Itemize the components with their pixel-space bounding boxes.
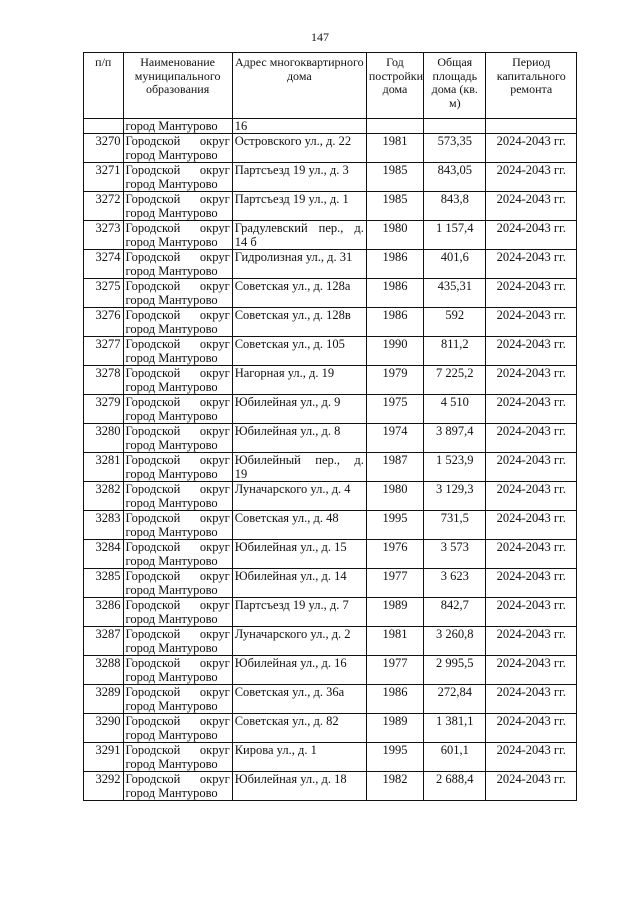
municipality-line-2: город Мантурово: [125, 525, 218, 539]
municipality-line-1: Городской округ: [125, 250, 230, 264]
municipality-line-1: Городской округ: [125, 627, 230, 641]
cell-period: 2024-2043 гг.: [486, 627, 577, 656]
cell-year: 1986: [366, 308, 423, 337]
cell-year: 1985: [366, 192, 423, 221]
cell-year: 1990: [366, 337, 423, 366]
table-row: [84, 598, 577, 627]
cell-num: 3290: [84, 714, 124, 743]
cell-area: 2 995,5: [424, 656, 486, 685]
cell-num: 3273: [84, 221, 124, 250]
address-line-1: Юбилейная ул., д. 15: [234, 540, 347, 554]
municipality-line-1: Городской округ: [125, 308, 230, 322]
cell-municipality: [123, 482, 232, 511]
cell-area: 3 573: [424, 540, 486, 569]
cell-area: [424, 119, 486, 134]
address-line-1: Островского ул., д. 22: [234, 134, 352, 148]
municipality-line-1: Городской округ: [125, 569, 230, 583]
cell-year: 1989: [366, 714, 423, 743]
municipality-line-1: Городской округ: [125, 337, 230, 351]
municipality-line-1: Городской округ: [125, 221, 230, 235]
cell-period: 2024-2043 гг.: [486, 714, 577, 743]
cell-period: 2024-2043 гг.: [486, 743, 577, 772]
address-line-1: Градулевский пер., д.: [234, 221, 364, 235]
address-line-2: 19: [234, 467, 248, 481]
cell-area: 731,5: [424, 511, 486, 540]
municipality-line-2: город Мантурово: [125, 786, 218, 800]
municipality-line-2: город Мантурово: [125, 757, 218, 771]
address-line-1: Юбилейная ул., д. 9: [234, 395, 341, 409]
municipality-line-1: Городской округ: [125, 511, 230, 525]
municipality-line-2: город Мантурово: [125, 670, 218, 684]
cell-year: 1986: [366, 279, 423, 308]
cell-address: [232, 482, 366, 511]
cell-municipality: город Мантурово: [123, 119, 232, 134]
page-number: 147: [311, 30, 329, 44]
table-row: [84, 366, 577, 395]
cell-address: [232, 308, 366, 337]
cell-year: 1977: [366, 569, 423, 598]
address-line-1: Юбилейная ул., д. 16: [234, 656, 347, 670]
cell-year: 1981: [366, 627, 423, 656]
cell-address: [232, 714, 366, 743]
cell-num: 3287: [84, 627, 124, 656]
header-municipality: Наименование муниципального образования: [123, 53, 232, 119]
cell-year: 1995: [366, 511, 423, 540]
cell-area: 3 897,4: [424, 424, 486, 453]
municipality-line-1: Городской округ: [125, 656, 230, 670]
cell-num: 3281: [84, 453, 124, 482]
cell-num: 3289: [84, 685, 124, 714]
cell-address: [232, 569, 366, 598]
cell-area: 842,7: [424, 598, 486, 627]
cell-address: [232, 221, 366, 250]
municipality-line-1: Городской округ: [125, 743, 230, 757]
table-row: [84, 482, 577, 511]
cell-period: 2024-2043 гг.: [486, 424, 577, 453]
municipality-line-2: город Мантурово: [125, 699, 218, 713]
cell-municipality: [123, 540, 232, 569]
header-num: п/п: [84, 53, 124, 119]
municipality-line-1: Городской округ: [125, 453, 230, 467]
cell-area: 272,84: [424, 685, 486, 714]
header-period: Период капитального ремонта: [486, 53, 577, 119]
cell-address: [232, 772, 366, 801]
cell-area: 1 523,9: [424, 453, 486, 482]
cell-municipality: [123, 192, 232, 221]
cell-area: 4 510: [424, 395, 486, 424]
municipality-line-2: город Мантурово: [125, 409, 218, 423]
table-row: [84, 163, 577, 192]
cell-period: 2024-2043 гг.: [486, 337, 577, 366]
cell-num: 3271: [84, 163, 124, 192]
cell-period: 2024-2043 гг.: [486, 221, 577, 250]
cell-address: [232, 743, 366, 772]
cell-period: 2024-2043 гг.: [486, 192, 577, 221]
cell-year: 1980: [366, 482, 423, 511]
cell-year: 1986: [366, 250, 423, 279]
cell-num: 3285: [84, 569, 124, 598]
cell-municipality: [123, 569, 232, 598]
address-line-1: Юбилейная ул., д. 18: [234, 772, 347, 786]
table-row: [84, 772, 577, 801]
cell-municipality: [123, 598, 232, 627]
cell-address: 16: [232, 119, 366, 134]
cell-municipality: [123, 743, 232, 772]
cell-num: 3292: [84, 772, 124, 801]
municipality-line-2: город Мантурово: [125, 206, 218, 220]
cell-num: 3276: [84, 308, 124, 337]
cell-year: 1982: [366, 772, 423, 801]
cell-municipality: [123, 221, 232, 250]
cell-address: [232, 511, 366, 540]
cell-area: 401,6: [424, 250, 486, 279]
table-header: [84, 53, 577, 119]
cell-address: [232, 598, 366, 627]
cell-num: 3286: [84, 598, 124, 627]
table-row: [84, 279, 577, 308]
municipality-line-1: Городской округ: [125, 279, 230, 293]
municipality-line-1: Городской округ: [125, 134, 230, 148]
table-row: [84, 656, 577, 685]
cell-address: [232, 453, 366, 482]
cell-period: 2024-2043 гг.: [486, 772, 577, 801]
cell-municipality: [123, 772, 232, 801]
cell-area: 435,31: [424, 279, 486, 308]
cell-period: 2024-2043 гг.: [486, 453, 577, 482]
cell-area: 2 688,4: [424, 772, 486, 801]
cell-num: [84, 119, 124, 134]
address-line-1: Советская ул., д. 128в: [234, 308, 351, 322]
cell-period: 2024-2043 гг.: [486, 656, 577, 685]
cell-num: 3270: [84, 134, 124, 163]
cell-municipality: [123, 424, 232, 453]
address-line-1: Советская ул., д. 36а: [234, 685, 345, 699]
cell-period: 2024-2043 гг.: [486, 511, 577, 540]
cell-area: 3 129,3: [424, 482, 486, 511]
municipality-line-2: город Мантурово: [125, 728, 218, 742]
municipality-line-2: город Мантурово: [125, 322, 218, 336]
municipality-line-1: Городской округ: [125, 192, 230, 206]
cell-address: [232, 540, 366, 569]
cell-municipality: [123, 134, 232, 163]
table-row: [84, 250, 577, 279]
municipality-line-1: Городской округ: [125, 685, 230, 699]
municipality-line-2: город Мантурово: [125, 438, 218, 452]
municipality-line-2: город Мантурово: [125, 554, 218, 568]
municipality-line-1: Городской округ: [125, 395, 230, 409]
address-line-1: Кирова ул., д. 1: [234, 743, 317, 757]
table-row: [84, 221, 577, 250]
municipality-line-2: город Мантурово: [125, 583, 218, 597]
cell-area: 1 381,1: [424, 714, 486, 743]
cell-year: 1976: [366, 540, 423, 569]
cell-municipality: [123, 279, 232, 308]
table-row: [84, 743, 577, 772]
table-row: [84, 134, 577, 163]
cell-period: 2024-2043 гг.: [486, 569, 577, 598]
cell-num: 3279: [84, 395, 124, 424]
table-row: [84, 395, 577, 424]
municipality-line-2: город Мантурово: [125, 264, 218, 278]
cell-year: 1989: [366, 598, 423, 627]
header-area: Общая площадь дома (кв. м): [424, 53, 486, 119]
cell-num: 3291: [84, 743, 124, 772]
cell-year: 1981: [366, 134, 423, 163]
address-line-1: Юбилейный пер., д.: [234, 453, 364, 467]
cell-period: 2024-2043 гг.: [486, 134, 577, 163]
municipality-line-1: Городской округ: [125, 714, 230, 728]
table-row: [84, 714, 577, 743]
municipality-line-1: Городской округ: [125, 482, 230, 496]
cell-address: [232, 424, 366, 453]
cell-num: 3283: [84, 511, 124, 540]
cell-municipality: [123, 656, 232, 685]
cell-area: 843,8: [424, 192, 486, 221]
cell-municipality: [123, 337, 232, 366]
cell-address: [232, 627, 366, 656]
address-line-1: Советская ул., д. 82: [234, 714, 339, 728]
address-line-1: Гидролизная ул., д. 31: [234, 250, 353, 264]
cell-period: 2024-2043 гг.: [486, 366, 577, 395]
municipality-line-2: город Мантурово: [125, 641, 218, 655]
table-row: [84, 627, 577, 656]
municipality-line-1: Городской округ: [125, 540, 230, 554]
cell-year: [366, 119, 423, 134]
municipality-line-2: город Мантурово: [125, 235, 218, 249]
cell-period: 2024-2043 гг.: [486, 308, 577, 337]
address-line-1: Юбилейная ул., д. 8: [234, 424, 341, 438]
cell-municipality: [123, 308, 232, 337]
header-year: Год постройки дома: [366, 53, 423, 119]
cell-period: 2024-2043 гг.: [486, 598, 577, 627]
cell-year: 1975: [366, 395, 423, 424]
address-line-1: Партсъезд 19 ул., д. 3: [234, 163, 349, 177]
cell-period: 2024-2043 гг.: [486, 395, 577, 424]
cell-municipality: [123, 511, 232, 540]
address-line-1: Советская ул., д. 105: [234, 337, 345, 351]
cell-area: 601,1: [424, 743, 486, 772]
cell-period: 2024-2043 гг.: [486, 163, 577, 192]
table-row: [84, 685, 577, 714]
cell-municipality: [123, 627, 232, 656]
cell-year: 1980: [366, 221, 423, 250]
cell-year: 1985: [366, 163, 423, 192]
cell-num: 3278: [84, 366, 124, 395]
cell-address: [232, 366, 366, 395]
cell-period: 2024-2043 гг.: [486, 279, 577, 308]
table-row: [84, 337, 577, 366]
cell-year: 1995: [366, 743, 423, 772]
housing-registry-table: [83, 52, 577, 801]
cell-num: 3284: [84, 540, 124, 569]
cell-municipality: [123, 395, 232, 424]
table-row: [84, 192, 577, 221]
municipality-line-1: Городской округ: [125, 424, 230, 438]
cell-municipality: [123, 685, 232, 714]
address-line-1: Советская ул., д. 128а: [234, 279, 351, 293]
cell-municipality: [123, 453, 232, 482]
municipality-line-1: Городской округ: [125, 163, 230, 177]
municipality-line-2: город Мантурово: [125, 496, 218, 510]
cell-period: 2024-2043 гг.: [486, 540, 577, 569]
table-row: [84, 424, 577, 453]
cell-year: 1977: [366, 656, 423, 685]
address-line-1: Партсъезд 19 ул., д. 7: [234, 598, 349, 612]
cell-year: 1986: [366, 685, 423, 714]
address-line-1: Луначарского ул., д. 4: [234, 482, 351, 496]
cell-num: 3280: [84, 424, 124, 453]
cell-period: 2024-2043 гг.: [486, 482, 577, 511]
cell-address: [232, 250, 366, 279]
address-line-1: Юбилейная ул., д. 14: [234, 569, 347, 583]
address-line-1: Советская ул., д. 48: [234, 511, 339, 525]
cell-area: 3 623: [424, 569, 486, 598]
cell-address: [232, 685, 366, 714]
cell-address: [232, 656, 366, 685]
address-line-1: Нагорная ул., д. 19: [234, 366, 335, 380]
municipality-line-2: город Мантурово: [125, 612, 218, 626]
table-row: [84, 540, 577, 569]
cell-municipality: [123, 714, 232, 743]
cell-area: 573,35: [424, 134, 486, 163]
municipality-line-2: город Мантурово: [125, 293, 218, 307]
cell-period: [486, 119, 577, 134]
cell-num: 3277: [84, 337, 124, 366]
cell-num: 3275: [84, 279, 124, 308]
cell-municipality: [123, 366, 232, 395]
cell-num: 3288: [84, 656, 124, 685]
table-row: [84, 308, 577, 337]
cell-address: [232, 192, 366, 221]
municipality-line-2: город Мантурово: [125, 177, 218, 191]
cell-address: [232, 279, 366, 308]
cell-num: 3272: [84, 192, 124, 221]
header-address: Адрес многоквартирного дома: [232, 53, 366, 119]
cell-year: 1987: [366, 453, 423, 482]
cell-area: 3 260,8: [424, 627, 486, 656]
cell-num: 3274: [84, 250, 124, 279]
table-body: [84, 119, 577, 801]
municipality-line-1: Городской округ: [125, 598, 230, 612]
table-row: [84, 569, 577, 598]
cell-area: 843,05: [424, 163, 486, 192]
continuation-row: [84, 119, 577, 134]
cell-address: [232, 163, 366, 192]
cell-area: 7 225,2: [424, 366, 486, 395]
municipality-line-2: город Мантурово: [125, 380, 218, 394]
address-line-1: Партсъезд 19 ул., д. 1: [234, 192, 349, 206]
cell-municipality: [123, 250, 232, 279]
municipality-line-1: Городской округ: [125, 366, 230, 380]
cell-address: [232, 395, 366, 424]
municipality-line-2: город Мантурово: [125, 351, 218, 365]
address-line-2: 14 б: [234, 235, 257, 249]
cell-period: 2024-2043 гг.: [486, 685, 577, 714]
address-line-1: Луначарского ул., д. 2: [234, 627, 351, 641]
cell-address: [232, 134, 366, 163]
cell-area: 811,2: [424, 337, 486, 366]
cell-address: [232, 337, 366, 366]
cell-year: 1974: [366, 424, 423, 453]
table-row: [84, 511, 577, 540]
table-row: [84, 453, 577, 482]
cell-year: 1979: [366, 366, 423, 395]
cell-num: 3282: [84, 482, 124, 511]
cell-municipality: [123, 163, 232, 192]
cell-period: 2024-2043 гг.: [486, 250, 577, 279]
cell-area: 1 157,4: [424, 221, 486, 250]
municipality-line-2: город Мантурово: [125, 467, 218, 481]
municipality-line-2: город Мантурово: [125, 148, 218, 162]
cell-area: 592: [424, 308, 486, 337]
municipality-line-1: Городской округ: [125, 772, 230, 786]
